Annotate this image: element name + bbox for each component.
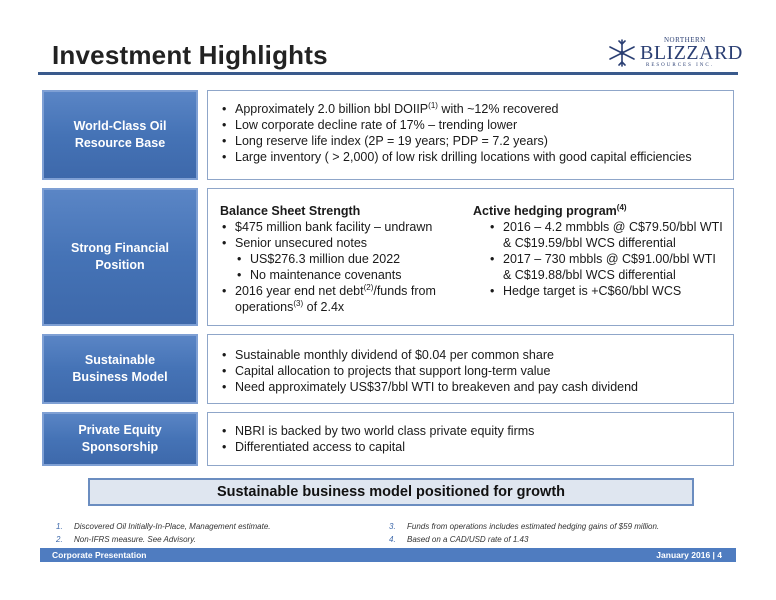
list-item: • Long reserve life index (2P = 19 years; PDP = 7.2 years) xyxy=(220,133,721,149)
list-item: • 2016 – 4.2 mmbbls @ C$79.50/bbl WTI & C$19.59/bbl WCS differential xyxy=(473,219,723,251)
list-item: • No maintenance covenants xyxy=(220,267,460,283)
hedging-heading: Active hedging program$^{(4)}$ xyxy=(473,202,627,218)
logo-sub-text: RESOURCES INC. xyxy=(646,63,715,68)
label-strong-financial xyxy=(42,188,198,326)
summary-banner: Sustainable business model positioned for growth xyxy=(88,478,694,506)
list-item: • Sustainable monthly dividend of $0.04 per common share xyxy=(220,347,721,363)
content-sustainable-business xyxy=(207,334,734,404)
footer-page-info: January 2016 | 4 xyxy=(656,550,722,560)
balance-sheet-heading: Balance Sheet Strength xyxy=(220,204,361,218)
footer-bar xyxy=(40,548,736,562)
row3-label: Sustainable Business Model xyxy=(72,353,168,384)
row1-label: World-Class Oil Resource Base xyxy=(73,119,167,150)
list-item: • Hedge target is +C$60/bbl WCS xyxy=(473,283,723,299)
list-item: • Differentiated access to capital xyxy=(220,439,721,455)
label-world-class-oil xyxy=(42,90,198,180)
list-item: • Capital allocation to projects that support long-term value xyxy=(220,363,721,379)
list-item: • Large inventory ( > 2,000) of low risk drilling locations with good capital efficiencies xyxy=(220,149,721,165)
row4-label: Private Equity Sponsorship xyxy=(78,423,162,454)
company-logo xyxy=(606,36,743,72)
logo-top-text: NORTHERN xyxy=(664,36,706,44)
balance-sheet-column xyxy=(220,203,460,315)
list-item: • Approximately 2.0 billion bbl DOIIP$^{(1)}$ with ~12% recovered xyxy=(220,101,721,117)
label-private-equity xyxy=(42,412,198,466)
content-world-class-oil xyxy=(207,90,734,180)
label-sustainable-business xyxy=(42,334,198,404)
list-item: • $475 million bank facility – undrawn xyxy=(220,219,460,235)
title-divider xyxy=(38,72,738,75)
list-item: • Need approximately US$37/bbl WTI to breakeven and pay cash dividend xyxy=(220,379,721,395)
content-strong-financial xyxy=(207,188,734,326)
row2-label: Strong Financial Position xyxy=(71,241,169,272)
list-item: • NBRI is backed by two world class private equity firms xyxy=(220,423,721,439)
list-item: • US$276.3 million due 2022 xyxy=(220,251,460,267)
list-item: • Senior unsecured notes xyxy=(220,235,460,251)
page-title: Investment Highlights xyxy=(52,40,328,70)
list-item: • Low corporate decline rate of 17% – trending lower xyxy=(220,117,721,133)
snowflake-icon xyxy=(608,38,636,68)
list-item: • 2017 – 730 mbbls @ C$91.00/bbl WTI & C$19.88/bbl WCS differential xyxy=(473,251,723,283)
footer-left-text: Corporate Presentation xyxy=(52,550,147,560)
list-item: • 2016 year end net debt$^{(2)}$/funds from operations$^{(3)}$ of 2.4x xyxy=(220,283,460,315)
hedging-column xyxy=(473,203,723,299)
logo-brand-text: BLIZZARD xyxy=(640,42,743,64)
content-private-equity xyxy=(207,412,734,466)
